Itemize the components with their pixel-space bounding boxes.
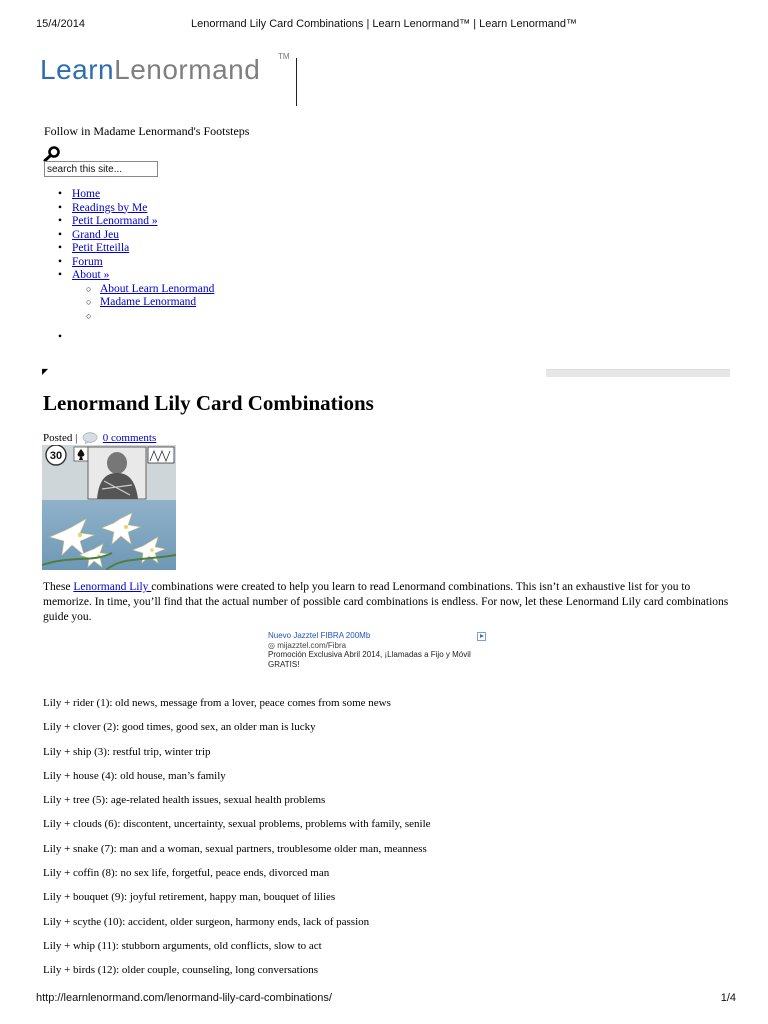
nav-link-about[interactable]: About »: [72, 269, 110, 281]
search-icon[interactable]: [42, 146, 62, 162]
nav-link-forum[interactable]: Forum: [72, 255, 103, 268]
lenormand-lily-link[interactable]: Lenormand Lily: [73, 581, 152, 593]
nav-item-forum: [58, 256, 214, 270]
nav-link-home[interactable]: Home: [72, 188, 101, 200]
intro-after: combinations were created to help you learn to read Lenormand combinations. This isn’t an exhaustive list for you to memorize. In time, you’ll find that the actual number of possible card combinations is endless. For now, let these Lenormand Lily card combinations guide you.: [43, 581, 729, 623]
globe-icon: ◎: [268, 640, 278, 650]
combination-item: Lily + snake (7): man and a woman, sexual partners, troublesome older man, meanness: [43, 842, 427, 855]
nav-item-about: [58, 269, 214, 323]
nav-item-petit-lenormand: [58, 215, 214, 229]
print-title: Lenormand Lily Card Combinations | Learn Lenormand™ | Learn Lenormand™: [190, 18, 578, 30]
post-meta: [43, 432, 156, 444]
nav-item-readings: [58, 202, 214, 216]
nav-subitem-about-learn: [86, 283, 214, 297]
combination-item: Lily + bouquet (9): joyful retirement, happy man, bouquet of lilies: [43, 891, 336, 904]
combination-item: Lily + birds (12): older couple, counseling, long conversations: [43, 964, 319, 977]
lily-card-image: [42, 445, 176, 570]
nav-link-about-learn[interactable]: About Learn Lenormand: [100, 282, 215, 295]
print-date: 15/4/2014: [36, 18, 85, 30]
combination-item: Lily + whip (11): stubborn arguments, old conflicts, slow to act: [43, 939, 322, 952]
site-tagline: Follow in Madame Lenormand's Footsteps: [44, 124, 250, 138]
comments-link[interactable]: 0 comments: [102, 432, 157, 444]
nav-link-grand-jeu[interactable]: Grand Jeu: [72, 228, 119, 241]
logo-text: [40, 54, 260, 86]
intro-before: These: [43, 581, 74, 593]
corner-mark: ◤: [42, 367, 49, 376]
combination-item: Lily + scythe (10): accident, older surgeon, harmony ends, lack of passion: [43, 915, 370, 928]
ad-source-text: mijazztel.com/Fibra: [277, 640, 347, 650]
ad-block[interactable]: [268, 631, 488, 669]
combination-item: Lily + coffin (8): no sex life, forgetful, peace ends, divorced man: [43, 867, 330, 880]
ad-choices-icon[interactable]: [477, 632, 486, 641]
posted-label: Posted |: [43, 432, 78, 444]
nav-item-petit-etteilla: [58, 242, 214, 256]
combination-item: Lily + rider (1): old news, message from a lover, peace comes from some news: [43, 697, 391, 709]
combination-item: Lily + clover (2): good times, good sex, an older man is lucky: [43, 721, 316, 734]
main-nav: [58, 188, 214, 345]
about-submenu: [86, 283, 214, 324]
logo-divider: [296, 58, 297, 106]
search-input[interactable]: [44, 161, 158, 177]
nav-link-petit-etteilla[interactable]: Petit Etteilla: [72, 242, 130, 254]
intro-paragraph: [43, 580, 733, 625]
logo-trademark: TM: [278, 52, 290, 61]
print-page-number: 1/4: [720, 992, 736, 1004]
combination-item: Lily + clouds (6): discontent, uncertainty, sexual problems, problems with family, senile: [43, 818, 431, 831]
nav-item-home: [58, 188, 214, 202]
comment-bubble-icon: [82, 432, 98, 444]
logo-learn: Learn: [40, 54, 115, 85]
nav-subitem-empty: [86, 310, 214, 324]
nav-link-petit-lenormand[interactable]: Petit Lenormand »: [72, 215, 158, 227]
ad-source: [268, 641, 488, 651]
logo-lenormand: Lenormand: [114, 54, 261, 85]
combination-item: Lily + tree (5): age-related health issues, sexual health problems: [43, 794, 326, 807]
nav-link-madame[interactable]: Madame Lenormand: [100, 296, 197, 308]
page-title: Lenormand Lily Card Combinations: [43, 391, 374, 415]
nav-link-readings[interactable]: Readings by Me: [72, 201, 148, 214]
ad-description: Promoción Exclusiva Abril 2014, ¡Llamadas a Fijo y Móvil GRATIS!: [268, 650, 471, 669]
combination-item: Lily + house (4): old house, man’s family: [43, 769, 226, 782]
print-url: http://learnlenormand.com/lenormand-lily-card-combinations/: [36, 992, 332, 1004]
ad-title[interactable]: Nuevo Jazztel FIBRA 200Mb: [268, 631, 371, 640]
nav-subitem-madame: [86, 296, 214, 310]
grey-bar: [546, 369, 730, 377]
combination-item: Lily + ship (3): restful trip, winter trip: [43, 745, 211, 758]
nav-item-empty: [58, 331, 214, 345]
combinations-list: [43, 697, 431, 989]
site-logo[interactable]: [40, 52, 300, 108]
nav-item-grand-jeu: [58, 229, 214, 243]
card-number: 30: [49, 450, 63, 462]
